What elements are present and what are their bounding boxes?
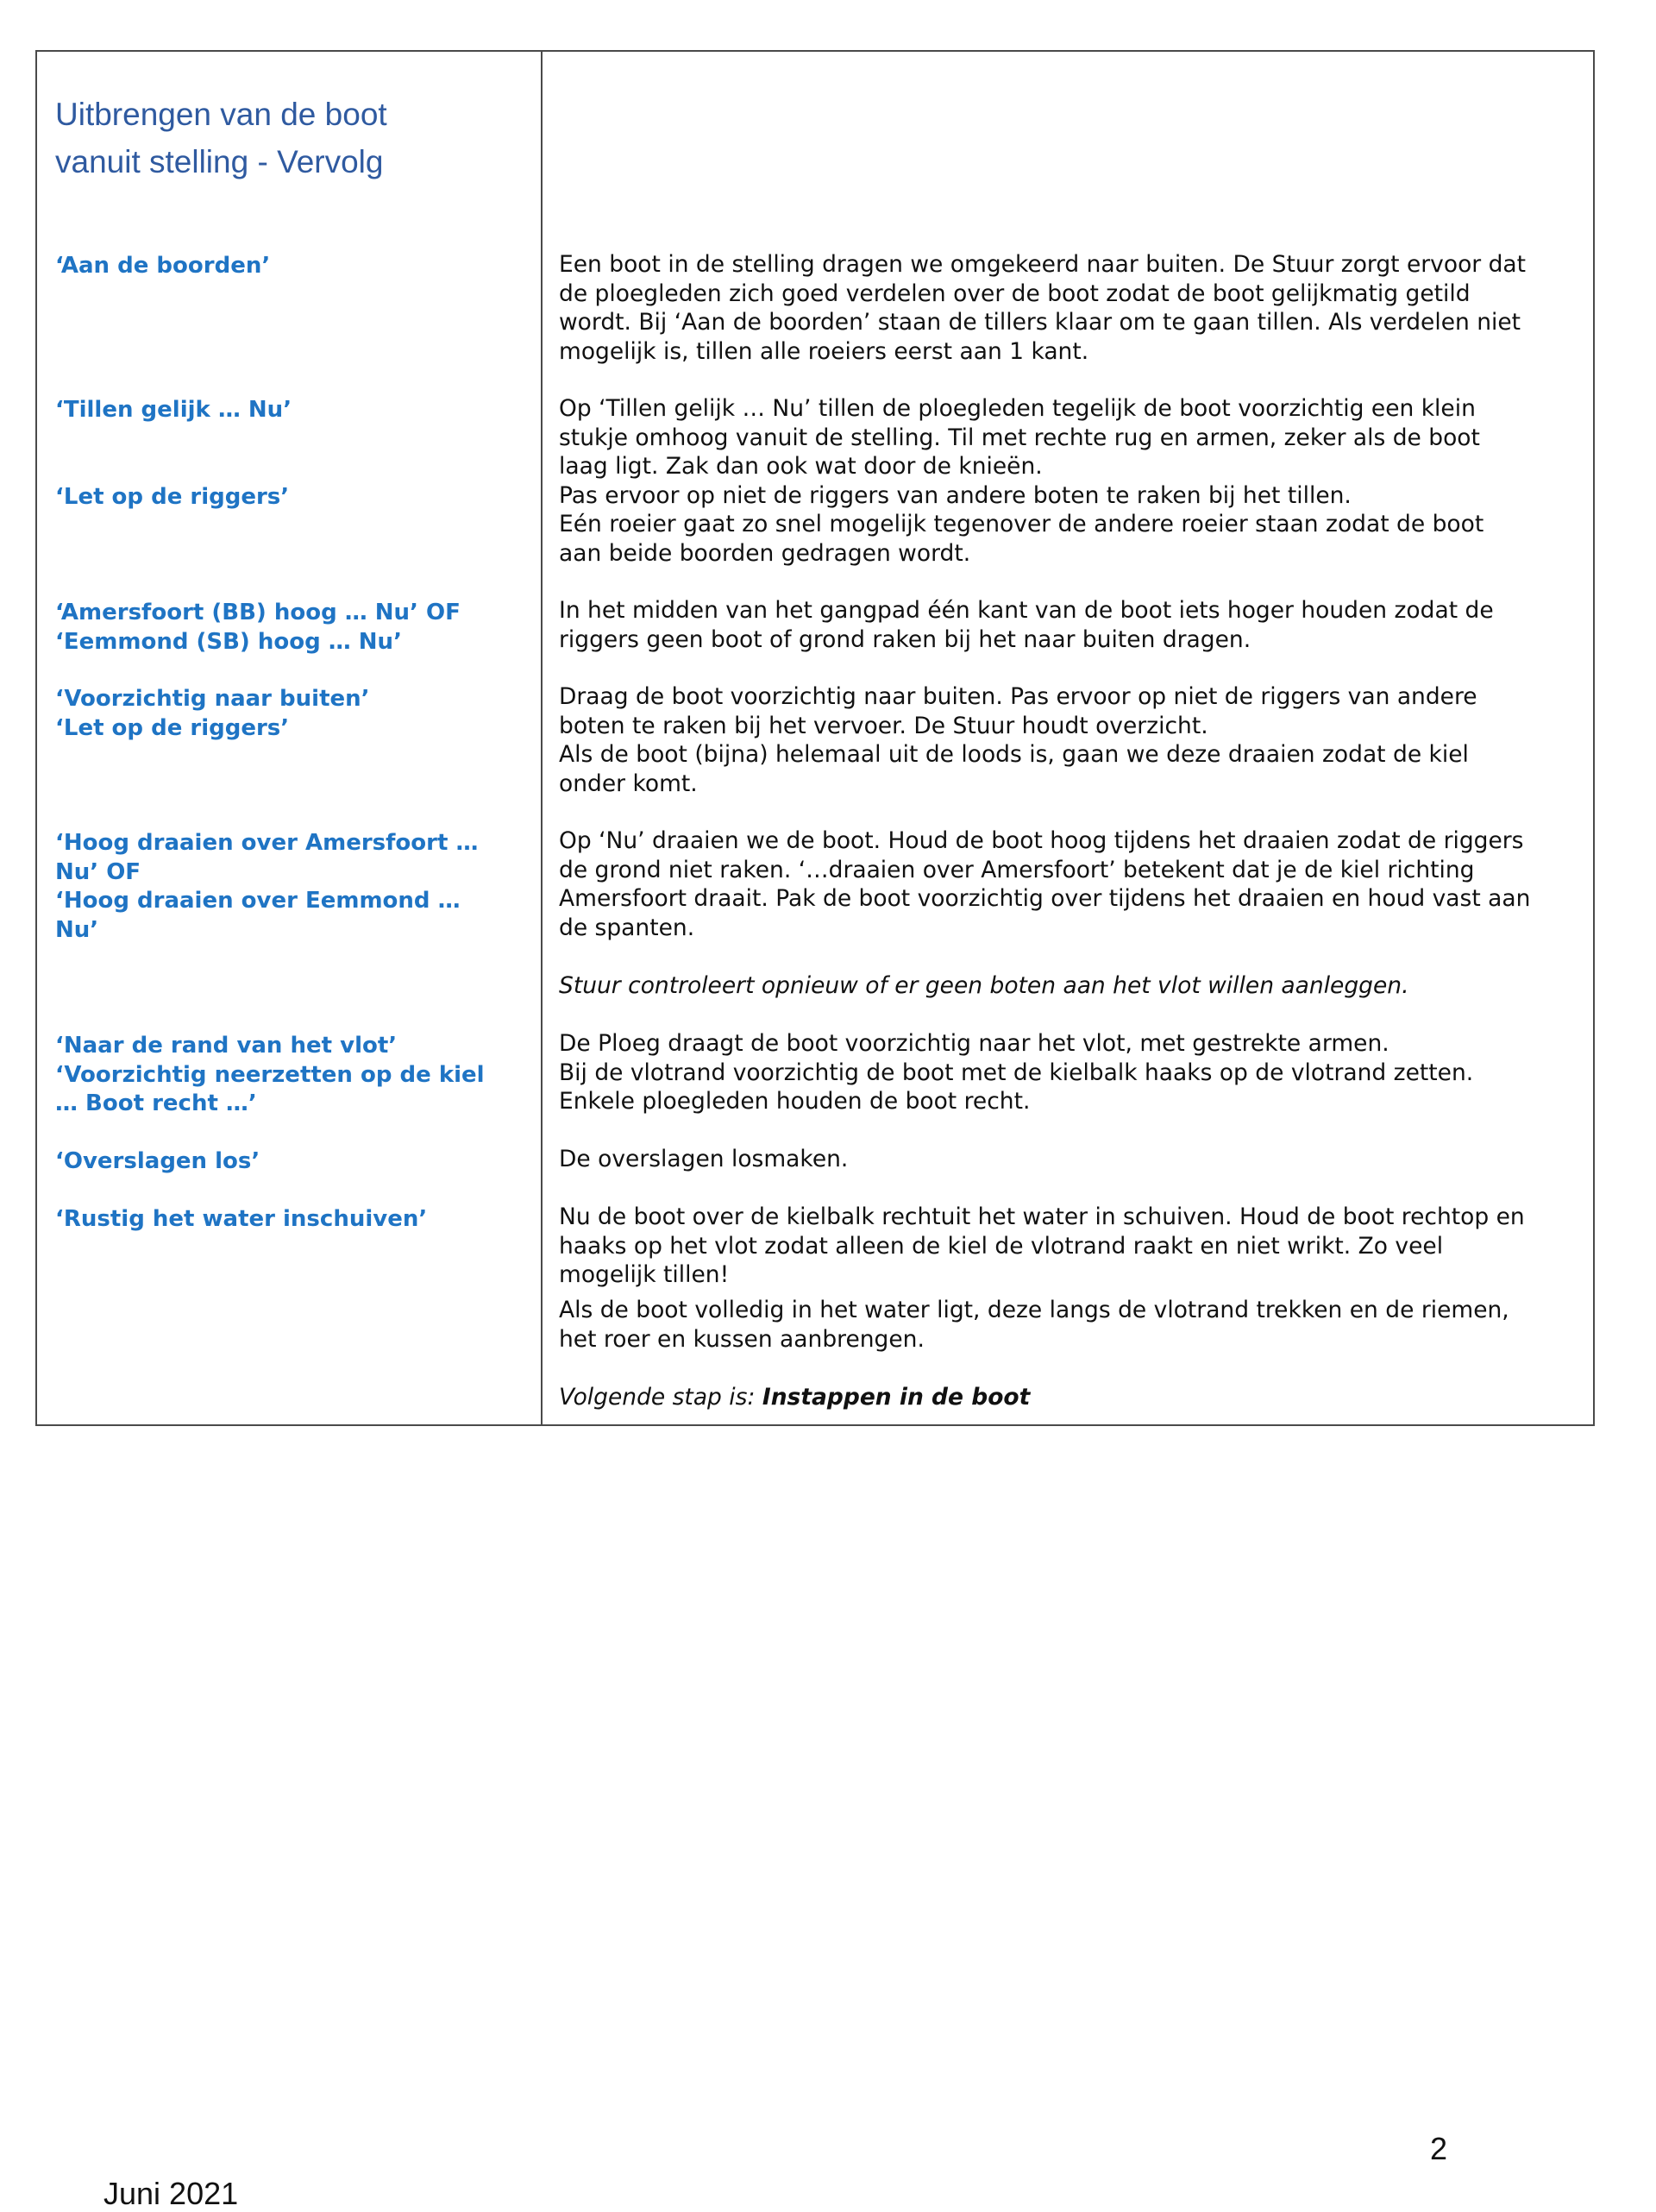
description-line: het roer en kussen aanbrengen.	[559, 1325, 925, 1353]
description-line: Als de boot volledig in het water ligt, deze langs de vlotrand trekken en de riemen,	[559, 1297, 1509, 1323]
section-title	[55, 91, 521, 185]
description-line: de spanten.	[559, 914, 695, 941]
command-line: ‘Amersfoort (BB) hoog … Nu’ OF	[55, 600, 461, 625]
description-paragraph	[559, 1296, 1585, 1354]
command-amersfoort-hoog	[55, 599, 521, 657]
description-paragraph	[559, 826, 1585, 942]
command-line: Nu’	[55, 916, 99, 943]
command-line: ‘Naar de rand van het vlot’	[55, 1033, 398, 1059]
command-naar-de-rand	[55, 1032, 521, 1119]
description-line: Stuur controleert opnieuw of er geen boten aan het vlot willen aanleggen.	[559, 972, 1409, 999]
column-divider	[541, 52, 543, 1424]
command-line: ‘Let op de riggers’	[55, 714, 290, 741]
description-line: De overslagen losmaken.	[559, 1146, 849, 1172]
command-line: ‘Rustig het water inschuiven’	[55, 1206, 428, 1232]
command-line: ‘Let op de riggers’	[55, 484, 290, 510]
description-line: Als de boot (bijna) helemaal uit de loods is, gaan we deze draaien zodat de kiel	[559, 741, 1469, 768]
command-line: ‘Aan de boorden’	[55, 253, 271, 279]
description-paragraph	[559, 250, 1585, 366]
description-line: mogelijk is, tillen alle roeiers eerst aan 1 kant.	[559, 337, 1089, 365]
page-number: 2	[1430, 2131, 1448, 2166]
command-line: ‘Tillen gelijk … Nu’	[55, 397, 292, 423]
next-step	[559, 1383, 1585, 1412]
command-aan-de-boorden	[55, 252, 521, 281]
command-line: ‘Voorzichtig neerzetten op de kiel	[55, 1061, 485, 1088]
command-line: ‘Eemmond (SB) hoog … Nu’	[55, 628, 402, 655]
description-line: boten te raken bij het vervoer. De Stuur houdt overzicht.	[559, 712, 1208, 739]
description-line: Een boot in de stelling dragen we omgekeerd naar buiten. De Stuur zorgt ervoor dat	[559, 251, 1527, 278]
description-paragraph	[559, 394, 1585, 568]
description-line: Pas ervoor op niet de riggers van andere boten te raken bij het tillen.	[559, 481, 1352, 509]
description-line: riggers geen boot of grond raken bij het naar buiten dragen.	[559, 625, 1251, 653]
description-line: Op ‘Tillen gelijk … Nu’ tillen de ploegleden tegelijk de boot voorzichtig een klein	[559, 395, 1476, 422]
command-line: ‘Voorzichtig naar buiten’	[55, 686, 370, 712]
command-line: ‘Overslagen los’	[55, 1148, 260, 1174]
description-line: Enkele ploegleden houden de boot recht.	[559, 1088, 1031, 1115]
description-line: Amersfoort draait. Pak de boot voorzichtig over tijdens het draaien en houd vast aan	[559, 885, 1531, 912]
command-hoog-draaien	[55, 829, 521, 945]
section-title-line: vanuit stelling - Vervolg	[55, 144, 384, 179]
description-line: Bij de vlotrand voorzichtig de boot met de kielbalk haaks op de vlotrand zetten.	[559, 1059, 1474, 1086]
description-line: In het midden van het gangpad één kant van de boot iets hoger houden zodat de	[559, 597, 1494, 624]
description-line: De Ploeg draagt de boot voorzichtig naar het vlot, met gestrekte armen.	[559, 1030, 1389, 1057]
description-line: Nu de boot over de kielbalk rechtuit het water in schuiven. Houd de boot rechtop en	[559, 1203, 1525, 1230]
description-line: haaks op het vlot zodat alleen de kiel de vlotrand raakt en niet wrikt. Zo veel	[559, 1232, 1444, 1260]
command-let-op-riggers	[55, 483, 521, 512]
command-rustig-inschuiven	[55, 1205, 521, 1235]
footer-date: Juni 2021	[104, 2176, 239, 2211]
instruction-table	[35, 50, 1595, 1426]
command-line: ‘Hoog draaien over Amersfoort …	[55, 830, 479, 856]
description-line: aan beide boorden gedragen wordt.	[559, 539, 971, 567]
description-line: Op ‘Nu’ draaien we de boot. Houd de boot hoog tijdens het draaien zodat de riggers	[559, 827, 1524, 854]
description-line: onder komt.	[559, 770, 698, 797]
next-step-label: Volgende stap is:	[559, 1384, 762, 1411]
description-line: laag ligt. Zak dan ook wat door de knieën.	[559, 453, 1043, 480]
next-step-target: Instappen in de boot	[762, 1384, 1031, 1411]
command-line: … Boot recht …’	[55, 1090, 257, 1116]
description-line: stukje omhoog vanuit de stelling. Til met rechte rug en armen, zeker als de boot	[559, 424, 1480, 451]
description-line: de grond niet raken. ‘…draaien over Amersfoort’ betekent dat je de kiel richting	[559, 856, 1475, 883]
command-line: ‘Hoog draaien over Eemmond …	[55, 888, 461, 914]
description-paragraph	[559, 682, 1585, 798]
command-line: Nu’ OF	[55, 858, 141, 885]
description-line: de ploegleden zich goed verdelen over de boot zodat de boot gelijkmatig getild	[559, 280, 1471, 307]
command-voorzichtig-naar-buiten	[55, 685, 521, 743]
description-note	[559, 971, 1585, 1001]
description-paragraph	[559, 1029, 1585, 1116]
description-paragraph	[559, 1203, 1585, 1290]
section-title-line: Uitbrengen van de boot	[55, 97, 387, 132]
description-line: wordt. Bij ‘Aan de boorden’ staan de tillers klaar om te gaan tillen. Als verdelen niet	[559, 309, 1521, 336]
description-paragraph	[559, 596, 1585, 654]
description-line: mogelijk tillen!	[559, 1261, 730, 1288]
description-line: Eén roeier gaat zo snel mogelijk tegenover de andere roeier staan zodat de boot	[559, 511, 1484, 537]
description-line: Draag de boot voorzichtig naar buiten. Pas ervoor op niet de riggers van andere	[559, 683, 1477, 710]
command-overslagen-los	[55, 1147, 521, 1177]
command-tillen-gelijk	[55, 396, 521, 425]
description-paragraph	[559, 1145, 1585, 1174]
